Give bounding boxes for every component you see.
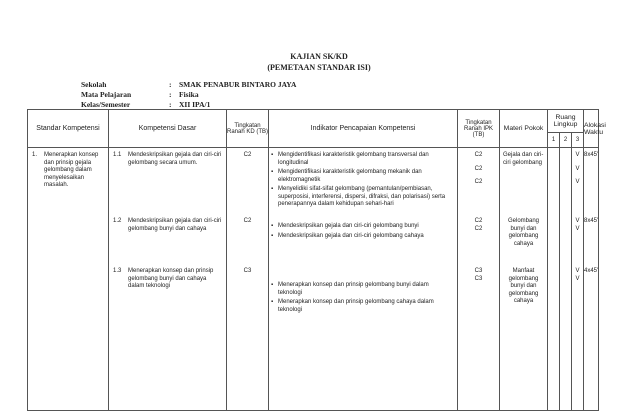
header-kompetensi-dasar: Kompetensi Dasar bbox=[109, 110, 227, 148]
ruang-check: V bbox=[575, 179, 580, 185]
meta-label: Sekolah bbox=[81, 80, 107, 89]
header-materi-pokok: Materi Pokok bbox=[500, 110, 548, 148]
ranah-ipk-value: C2 bbox=[474, 218, 483, 224]
cell-ranah-ipk bbox=[458, 148, 500, 411]
meta-label: Mata Pelajaran bbox=[81, 90, 132, 99]
sk-text: Menerapkan konsep dan prinsip gejala gelombang dalam menyelesaikan masalah. bbox=[44, 152, 99, 188]
meta-class bbox=[81, 100, 210, 109]
meta-sep: : bbox=[169, 80, 172, 89]
ruang-check: V bbox=[575, 152, 580, 158]
header-ruang-2: 2 bbox=[560, 133, 572, 148]
document-subtitle: (PEMETAAN STANDAR ISI) bbox=[267, 63, 371, 72]
header-ranah-ipk: Tingkatan Ranah IPK (TB) bbox=[458, 110, 500, 148]
kajian-table bbox=[27, 109, 606, 411]
ranah-ipk-value: C3 bbox=[474, 275, 483, 282]
indicator-item: ▪ Menyelidiki sifat-sifat gelombang (pemantulan/pembiasan, superposisi, interferensi, dispersi, difraksi, dan polarisasi) serta penerapannya dalam kehidupan sehari-hari bbox=[278, 186, 453, 209]
indicator-item: ▪ Mendeskripsikan gejala dan ciri-ciri gelombang cahaya bbox=[278, 233, 453, 241]
document-title: KAJIAN SK/KD bbox=[290, 52, 348, 61]
cell-ruang-2 bbox=[560, 148, 572, 411]
ruang-check: V bbox=[575, 165, 580, 172]
meta-label: Kelas/Semester bbox=[81, 100, 131, 109]
header-indikator: Indikator Pencapaian Kompetensi bbox=[269, 110, 458, 148]
ruang-check: V bbox=[575, 225, 580, 232]
cell-ruang-1 bbox=[548, 148, 560, 411]
indicator-item: ▪ Menerapkan konsep dan prinsip gelombang bunyi dalam teknologi bbox=[278, 282, 453, 297]
ranah-ipk-value: C2 bbox=[474, 165, 483, 172]
header-ruang-3: 3 bbox=[572, 133, 584, 148]
kd-text: Mendeskripsikan gejala dan ciri-ciri gelombang bunyi dan cahaya bbox=[128, 218, 222, 232]
meta-value: XII IPA/1 bbox=[179, 100, 211, 109]
kd-number: 1.3 bbox=[113, 268, 122, 274]
alokasi-value: 4x45' bbox=[584, 268, 599, 274]
meta-school bbox=[81, 80, 296, 89]
ranah-kd-value: C2 bbox=[243, 218, 252, 224]
header-alokasi-waktu: Alokasi Waktu bbox=[584, 110, 599, 148]
ruang-check: V bbox=[575, 275, 580, 282]
sk-number: 1. bbox=[32, 152, 38, 158]
cell-materi bbox=[500, 148, 548, 411]
header-ruang-lingkup: Ruang Lingkup bbox=[548, 110, 584, 133]
kd-text: Mendeskripsikan gejala dan ciri-ciri gelombang secara umum. bbox=[128, 152, 222, 166]
meta-value: Fisika bbox=[179, 90, 199, 99]
ranah-ipk-value: C2 bbox=[474, 179, 483, 185]
cell-indikator bbox=[269, 148, 458, 411]
header-ruang-1: 1 bbox=[548, 133, 560, 148]
meta-sep: : bbox=[169, 100, 172, 109]
alokasi-value: 8x45' bbox=[584, 218, 599, 224]
ranah-ipk-value: C2 bbox=[474, 225, 483, 232]
ranah-kd-value: C3 bbox=[243, 268, 252, 274]
indicator-item: ▪ Mengidentifikasi karakteristik gelombang transversal dan longitudinal bbox=[278, 152, 453, 167]
kd-text: Menerapkan konsep dan prinsip gelombang bunyi dan cahaya dalam teknologi bbox=[128, 268, 214, 289]
header-standar-kompetensi: Standar Kompetensi bbox=[28, 110, 109, 148]
ranah-ipk-value: C3 bbox=[474, 268, 483, 274]
materi-text: Gejala dan ciri-ciri gelombang bbox=[503, 152, 544, 166]
cell-kd bbox=[109, 148, 227, 411]
indicator-item: ▪ Mendeskripsikan gejala dan ciri-ciri gelombang bunyi bbox=[278, 223, 453, 231]
indicator-item: ▪ Menerapkan konsep dan prinsip gelombang cahaya dalam teknologi bbox=[278, 299, 453, 314]
cell-sk bbox=[28, 148, 109, 411]
ranah-kd-value: C2 bbox=[243, 152, 252, 158]
cell-alokasi bbox=[584, 148, 599, 411]
indicator-item: ▪ Mengidentifikasi karakteristik gelombang mekanik dan elektromagnetik bbox=[278, 169, 453, 184]
cell-ruang-3 bbox=[572, 148, 584, 411]
meta-sep: : bbox=[169, 90, 172, 99]
meta-value: SMAK PENABUR BINTARO JAYA bbox=[179, 80, 297, 89]
ranah-ipk-value: C2 bbox=[474, 152, 483, 158]
header-ranah-kd: Tingkatan Ranah KD (TB) bbox=[227, 110, 269, 148]
materi-text: Gelombang bunyi dan gelombang cahaya bbox=[507, 218, 540, 247]
kd-number: 1.2 bbox=[113, 218, 122, 224]
materi-text: Manfaat gelombang bunyi dan gelombang cahaya bbox=[508, 268, 539, 304]
alokasi-value: 8x45' bbox=[584, 152, 599, 158]
cell-ranah-kd bbox=[227, 148, 269, 411]
meta-subject bbox=[81, 90, 199, 99]
ruang-check: V bbox=[575, 218, 580, 224]
kd-number: 1.1 bbox=[113, 152, 122, 158]
ruang-check: V bbox=[575, 268, 580, 274]
